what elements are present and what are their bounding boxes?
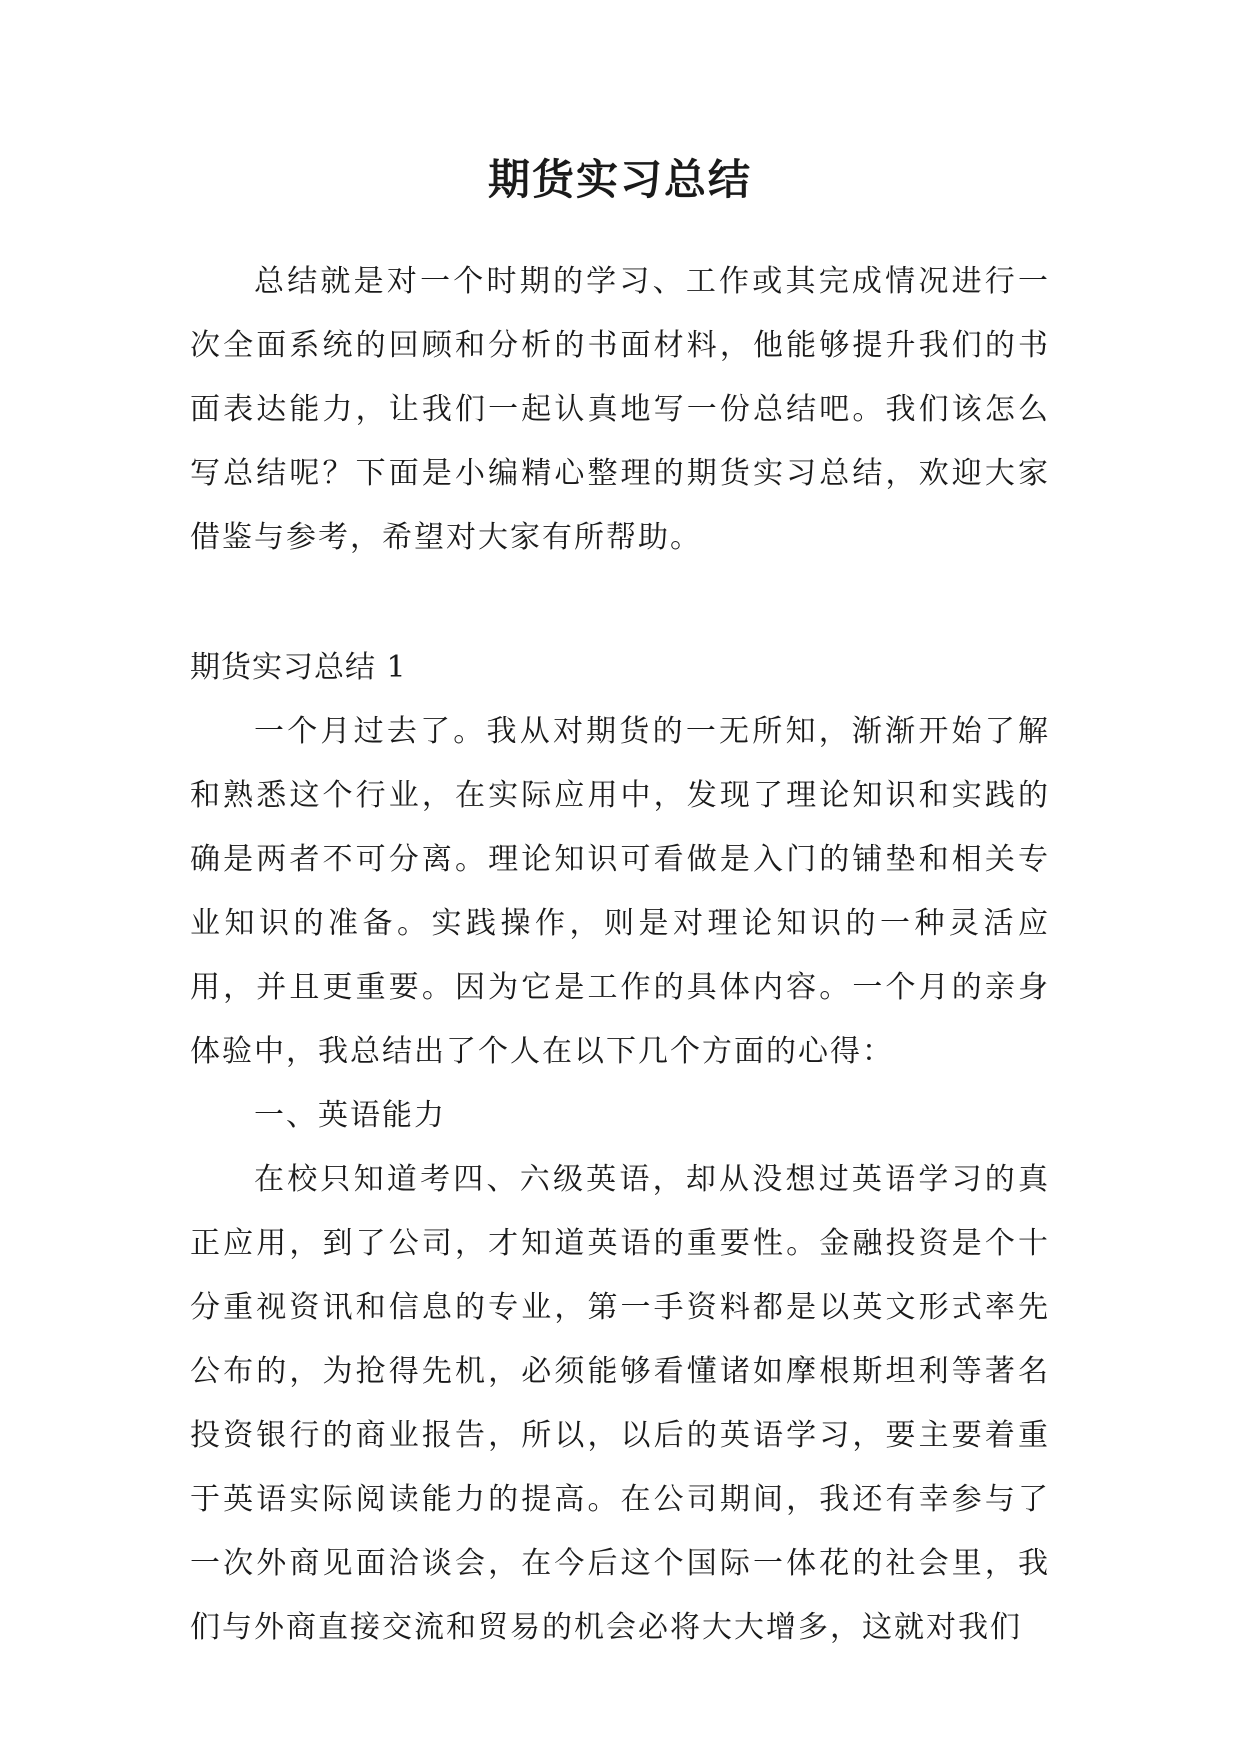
body-paragraph-2: 在校只知道考四、六级英语，却从没想过英语学习的真正应用，到了公司，才知道英语的重要性。金融投资是个十分重视资讯和信息的专业，第一手资料都是以英文形式率先公布的，为抢得先机，必须能够看懂诸如摩根斯坦利等著名投资银行的商业报告，所以，以后的英语学习，要主要着重于英语实际阅读能力的提高。在公司期间，我还有幸参与了一次外商见面洽谈会，在今后这个国际一体花的社会里，我们与外商直接交流和贸易的机会必将大大增多，这就对我们: [190, 1162, 1050, 1645]
document-title: 期货实习总结: [487, 155, 752, 204]
section-title: 期货实习总结 1: [190, 650, 407, 685]
section-heading-english: 一、英语能力: [254, 1098, 446, 1133]
intro-paragraph: 总结就是对一个时期的学习、工作或其完成情况进行一次全面系统的回顾和分析的书面材料，他能够提升我们的书面表达能力，让我们一起认真地写一份总结吧。我们该怎么写总结呢？下面是小编精心整理的期货实习总结，欢迎大家借鉴与参考，希望对大家有所帮助。: [190, 264, 1050, 555]
body-paragraph-1: 一个月过去了。我从对期货的一无所知，渐渐开始了解和熟悉这个行业，在实际应用中，发现了理论知识和实践的确是两者不可分离。理论知识可看做是入门的铺垫和相关专业知识的准备。实践操作，则是对理论知识的一种灵活应用，并且更重要。因为它是工作的具体内容。一个月的亲身体验中，我总结出了个人在以下几个方面的心得：: [190, 714, 1050, 1069]
